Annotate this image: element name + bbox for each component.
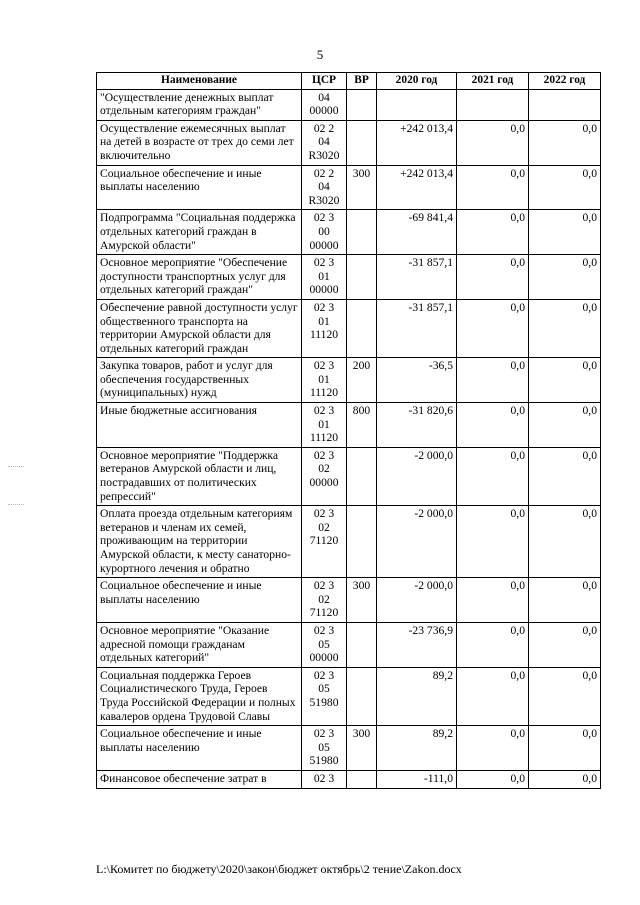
cell-2021: 0,0 (457, 578, 529, 623)
cell-name: Оплата проезда отдельным категориям ветеранов и членам их семей, проживающим на территории Амурской области, к месту санаторно-курортного лечения и обратно (97, 506, 302, 578)
table-row (97, 210, 601, 255)
cell-2020: -36,5 (377, 358, 457, 403)
table-row (97, 726, 601, 771)
cell-2020: +242 013,4 (377, 165, 457, 210)
cell-2021: 0,0 (457, 403, 529, 448)
cell-2021: 0,0 (457, 667, 529, 725)
table-row (97, 165, 601, 210)
table-row (97, 667, 601, 725)
cell-csr: 02 3 02 00000 (302, 447, 347, 505)
cell-2020: -23 736,9 (377, 622, 457, 667)
cell-2021: 0,0 (457, 299, 529, 357)
header-vr: ВР (347, 73, 377, 90)
cell-2021 (457, 89, 529, 120)
cell-2022: 0,0 (529, 506, 601, 578)
cell-name: Социальное обеспечение и иные выплаты населению (97, 578, 302, 623)
cell-vr: 300 (347, 165, 377, 210)
cell-2020: 89,2 (377, 726, 457, 771)
cell-csr: 02 3 01 11120 (302, 403, 347, 448)
cell-2021: 0,0 (457, 506, 529, 578)
cell-2022 (529, 89, 601, 120)
cell-csr: 02 3 01 11120 (302, 358, 347, 403)
cell-csr: 02 3 00 00000 (302, 210, 347, 255)
cell-vr (347, 89, 377, 120)
cell-2022: 0,0 (529, 299, 601, 357)
cell-2022: 0,0 (529, 210, 601, 255)
cell-csr: 02 3 05 00000 (302, 622, 347, 667)
cell-2022: 0,0 (529, 358, 601, 403)
cell-name: Осуществление ежемесячных выплат на детей в возрасте от трех до семи лет включительно (97, 120, 302, 165)
cell-2022: 0,0 (529, 578, 601, 623)
cell-csr: 02 3 01 00000 (302, 255, 347, 300)
table-row (97, 403, 601, 448)
cell-csr: 02 3 05 51980 (302, 667, 347, 725)
cell-vr (347, 506, 377, 578)
cell-name: Подпрограмма "Социальная поддержка отдельных категорий граждан в Амурской области" (97, 210, 302, 255)
table-row (97, 358, 601, 403)
cell-2022: 0,0 (529, 667, 601, 725)
cell-name: Основное мероприятие "Обеспечение доступности транспортных услуг для отдельных категорий граждан" (97, 255, 302, 300)
cell-2020: +242 013,4 (377, 120, 457, 165)
cell-2021: 0,0 (457, 447, 529, 505)
table-row (97, 299, 601, 357)
cell-2021: 0,0 (457, 726, 529, 771)
cell-name: Обеспечение равной доступности услуг общественного транспорта на территории Амурской области для отдельных категорий граждан (97, 299, 302, 357)
cell-csr: 02 2 04 R3020 (302, 120, 347, 165)
cell-csr: 02 2 04 R3020 (302, 165, 347, 210)
table-row (97, 770, 601, 788)
header-2022: 2022 год (529, 73, 601, 90)
cell-name: "Осуществление денежных выплат отдельным категориям граждан" (97, 89, 302, 120)
cell-name: Закупка товаров, работ и услуг для обеспечения государственных (муниципальных) нужд (97, 358, 302, 403)
cell-vr: 300 (347, 578, 377, 623)
cell-vr (347, 622, 377, 667)
cell-2022: 0,0 (529, 447, 601, 505)
cell-vr: 200 (347, 358, 377, 403)
cell-name: Социальное обеспечение и иные выплаты населению (97, 165, 302, 210)
table-row (97, 506, 601, 578)
footer-file-path: L:\Комитет по бюджету\2020\закон\бюджет октябрь\2 тение\Zakon.docx (96, 862, 462, 876)
cell-csr: 02 3 02 71120 (302, 506, 347, 578)
cell-csr: 02 3 01 11120 (302, 299, 347, 357)
cell-2022: 0,0 (529, 770, 601, 788)
cell-vr (347, 667, 377, 725)
table-row (97, 578, 601, 623)
cell-name: Основное мероприятие "Оказание адресной помощи гражданам отдельных категорий" (97, 622, 302, 667)
header-2021: 2021 год (457, 73, 529, 90)
table-header-row (97, 73, 601, 90)
cell-vr: 800 (347, 403, 377, 448)
cell-2020: -31 820,6 (377, 403, 457, 448)
margin-mark (8, 466, 24, 467)
cell-name: Социальное обеспечение и иные выплаты населению (97, 726, 302, 771)
cell-2021: 0,0 (457, 210, 529, 255)
cell-vr (347, 255, 377, 300)
cell-name: Финансовое обеспечение затрат в (97, 770, 302, 788)
cell-2020: -2 000,0 (377, 447, 457, 505)
cell-vr (347, 210, 377, 255)
header-csr: ЦСР (302, 73, 347, 90)
cell-2022: 0,0 (529, 120, 601, 165)
cell-2020: -111,0 (377, 770, 457, 788)
cell-csr: 02 3 (302, 770, 347, 788)
cell-csr: 04 00000 (302, 89, 347, 120)
table-row (97, 622, 601, 667)
cell-vr (347, 299, 377, 357)
cell-2021: 0,0 (457, 255, 529, 300)
table-row (97, 447, 601, 505)
cell-2022: 0,0 (529, 255, 601, 300)
cell-csr: 02 3 05 51980 (302, 726, 347, 771)
cell-csr: 02 3 02 71120 (302, 578, 347, 623)
margin-mark (8, 504, 24, 505)
cell-2022: 0,0 (529, 165, 601, 210)
cell-2020: -69 841,4 (377, 210, 457, 255)
budget-table (96, 72, 601, 789)
header-2020: 2020 год (377, 73, 457, 90)
cell-2022: 0,0 (529, 403, 601, 448)
cell-2020: 89,2 (377, 667, 457, 725)
table-row (97, 120, 601, 165)
cell-name: Основное мероприятие "Поддержка ветеранов Амурской области и лиц, пострадавших от политических репрессий" (97, 447, 302, 505)
page-number: 5 (316, 47, 324, 62)
cell-name: Социальная поддержка Героев Социалистического Труда, Героев Труда Российской Федерации и полных кавалеров ордена Трудовой Славы (97, 667, 302, 725)
cell-vr: 300 (347, 726, 377, 771)
cell-2020 (377, 89, 457, 120)
cell-2021: 0,0 (457, 165, 529, 210)
cell-2020: -2 000,0 (377, 578, 457, 623)
header-name: Наименование (97, 73, 302, 90)
table-row (97, 255, 601, 300)
table-row (97, 89, 601, 120)
cell-2020: -31 857,1 (377, 255, 457, 300)
cell-2020: -31 857,1 (377, 299, 457, 357)
cell-2021: 0,0 (457, 120, 529, 165)
cell-vr (347, 770, 377, 788)
cell-2022: 0,0 (529, 726, 601, 771)
cell-2021: 0,0 (457, 358, 529, 403)
cell-2021: 0,0 (457, 770, 529, 788)
cell-vr (347, 120, 377, 165)
cell-vr (347, 447, 377, 505)
cell-2022: 0,0 (529, 622, 601, 667)
cell-name: Иные бюджетные ассигнования (97, 403, 302, 448)
cell-2021: 0,0 (457, 622, 529, 667)
cell-2020: -2 000,0 (377, 506, 457, 578)
